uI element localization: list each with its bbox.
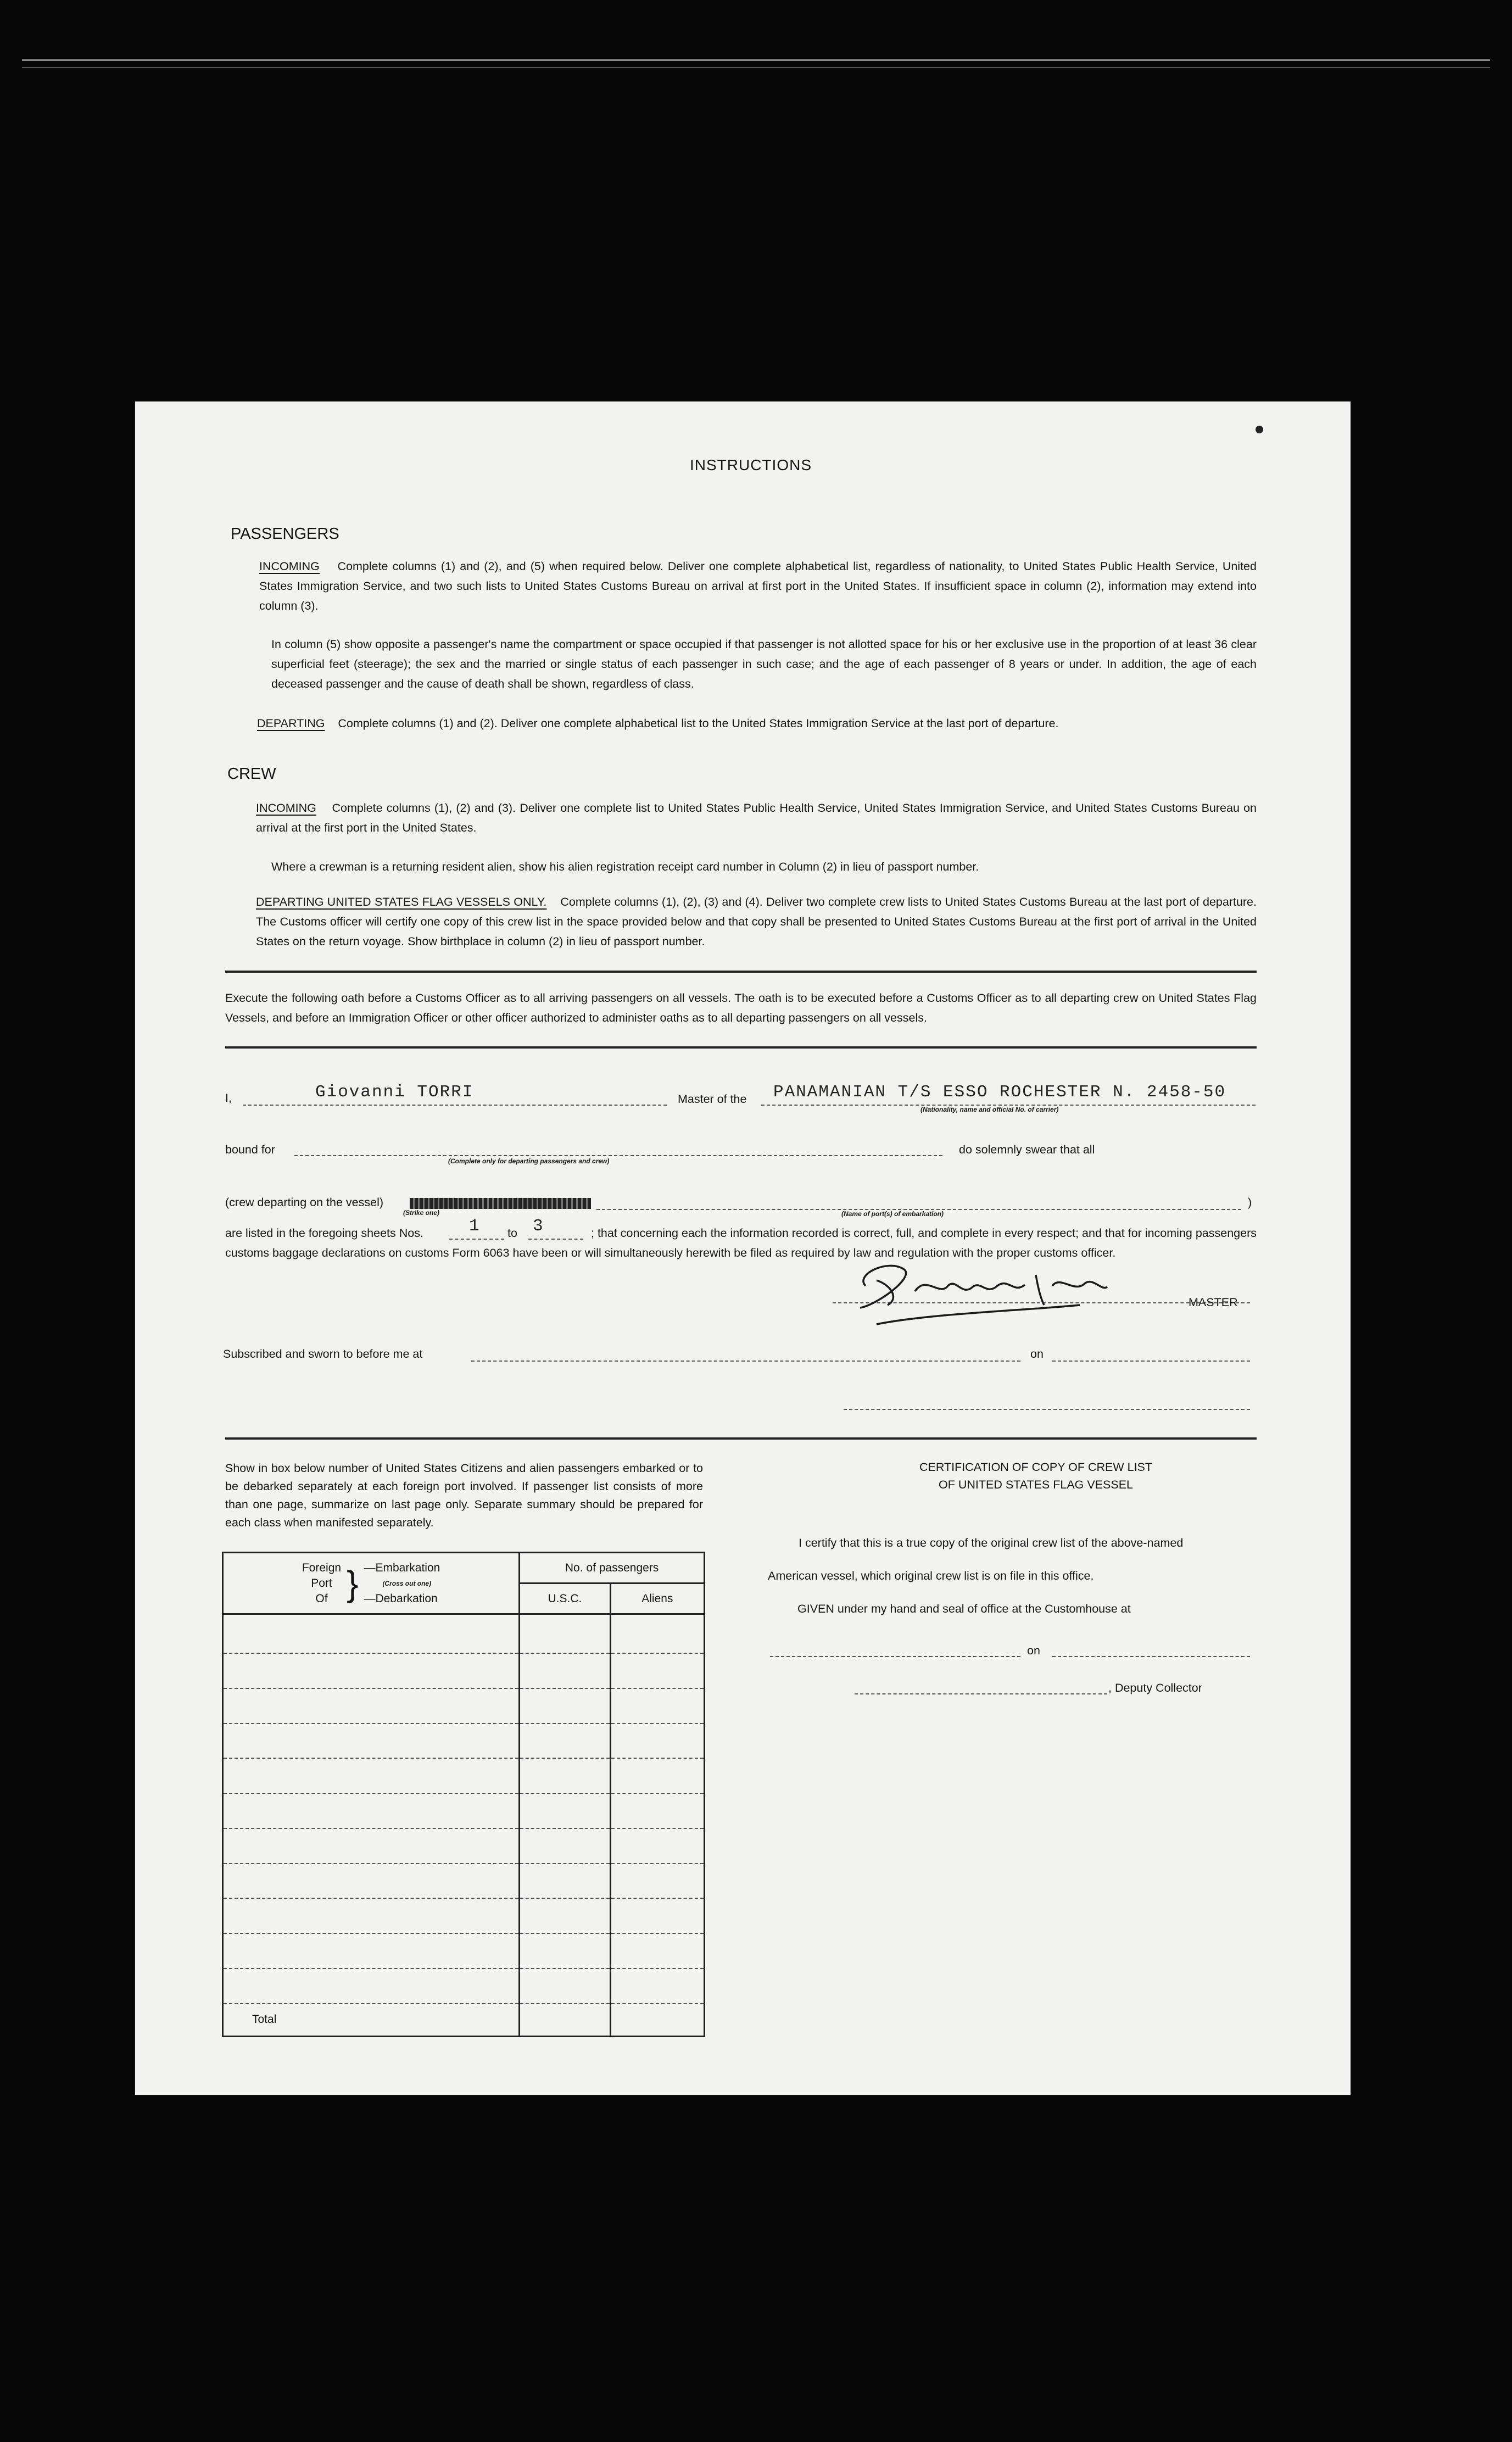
closing-paren: ) [1248,1196,1252,1209]
crew-incoming-text: Complete columns (1), (2) and (3). Deliver one complete list to United States Public Health Service, United States Immigration Service, and United States Customs Bureau on arrival at the first port in the United States. [256,801,1257,834]
of-label: Of [315,1592,328,1605]
divider-1 [225,971,1257,973]
foreign-label: Foreign [302,1561,342,1574]
deputy-signature-line [855,1693,1107,1694]
table-row-port [223,1864,520,1899]
passengers-heading: PASSENGERS [231,525,339,543]
table-row-aliens [610,1828,704,1864]
certification-title-line1: CERTIFICATION OF COPY OF CREW LIST [919,1460,1153,1474]
table-row-port [223,1933,520,1969]
table-row-port [223,1724,520,1759]
certification-title-line2: OF UNITED STATES FLAG VESSEL [938,1478,1134,1491]
debarkation-option: —Debarkation [364,1592,438,1605]
listed-label: are listed in the foregoing sheets Nos. [225,1226,423,1240]
table-row-port [223,1793,520,1828]
crew-incoming-paragraph [256,798,1257,838]
table-row-usc [520,1758,610,1793]
table-row-port [223,1969,520,2004]
certification-on-label: on [1027,1644,1040,1657]
master-name-line [243,1105,667,1106]
table-row-port [223,1898,520,1933]
swear-text: do solemnly swear that all [959,1143,1095,1156]
total-aliens [610,2004,704,2037]
strike-caption: (Strike one) [403,1209,440,1217]
table-row-usc [520,1724,610,1759]
bound-for-caption: (Complete only for departing passengers and crew) [448,1157,610,1165]
crew-departing-text: Complete columns (1), (2), (3) and (4). Deliver two complete crew lists to United States Customs Bureau at the last port of departure. The Customs officer will certify one copy of this crew list in the space provided below and that copy shall be presented to United States Customs Bureau at the first port of arrival in the United States on the return voyage. Show birthplace in column (2) in lieu of passport number. [256,895,1257,948]
divider-2 [225,1046,1257,1049]
passengers-departing-label: DEPARTING [257,717,325,730]
embarkation-option: —Embarkation [364,1561,440,1574]
port-caption: (Name of port(s) of embarkation) [841,1210,944,1218]
table-row-port [223,1614,520,1654]
crew-heading: CREW [227,765,276,783]
certify-text-1: I certify that this is a true copy of the original crew list of the above-named [799,1536,1184,1549]
vessel-caption: (Nationality, name and official No. of carrier) [920,1106,1059,1113]
passengers-departing-text: Complete columns (1) and (2). Deliver one complete alphabetical list to the United States Immigration Service at the last port of departure. [338,717,1059,730]
deputy-collector-label: , Deputy Collector [1108,1681,1202,1694]
aliens-header: Aliens [610,1584,704,1614]
vessel-value: PANAMANIAN T/S ESSO ROCHESTER N. 2458-50 [773,1083,1226,1102]
port-label: Port [311,1576,332,1590]
table-row-aliens [610,1933,704,1969]
table-row-port [223,1828,520,1864]
listed-text-content: ; that concerning each the information recorded is correct, full, and complete in every respect; and that for incoming passengers customs baggage declarations on customs Form 6063 have been or will simultaneously herewith be filed as required by law and regulation with the proper customs officer. [225,1226,1257,1259]
passengers-departing-paragraph [257,713,1257,733]
scan-top-border-2 [22,67,1490,68]
sheet-from-value: 1 [469,1217,481,1236]
table-row-usc [520,1614,610,1654]
table-row-aliens [610,1688,704,1724]
corner-ink-mark [1256,426,1263,433]
form-sheet [135,402,1351,2095]
table-row-usc [520,1969,610,2004]
table-row-usc [520,1864,610,1899]
table-row-aliens [610,1724,704,1759]
customhouse-line [770,1656,1020,1657]
crew-departing-label: DEPARTING UNITED STATES FLAG VESSELS ONLY. [256,895,547,908]
total-usc [520,2004,610,2037]
certification-title [816,1458,1256,1493]
master-signature [844,1253,1151,1335]
divider-3 [225,1437,1257,1440]
crew-resident-paragraph: Where a crewman is a returning resident alien, show his alien registration receipt card number in Column (2) in lieu of passport number. [271,860,979,873]
table-row-usc [520,1898,610,1933]
table-row-usc [520,1688,610,1724]
passengers-incoming-label: INCOMING [259,560,320,573]
table-row-usc [520,1793,610,1828]
given-text: GIVEN under my hand and seal of office at the Customhouse at [797,1602,1131,1615]
crew-departing-label: (crew departing on the vessel) [225,1196,384,1209]
instructions-title: INSTRUCTIONS [690,456,812,473]
subscribed-place-line [471,1361,1020,1362]
bound-for-label: bound for [225,1143,275,1156]
scan-top-border [22,59,1490,61]
table-row-aliens [610,1653,704,1688]
cross-out-caption: (Cross out one) [382,1579,432,1587]
brace: } [347,1563,359,1603]
table-row-usc [520,1933,610,1969]
passengers-column5-paragraph: In column (5) show opposite a passenger's name the compartment or space occupied if that passenger is not allotted space for his or her exclusive use in the proportion of at least 36 clear superficial feet (steerage); the sex and the married or single status of each passenger in such case; and the age of each passenger of 8 years or under. In addition, the age of each deceased passenger and the cause of death shall be shown, regardless of class. [271,638,1257,690]
foreign-port-header [223,1553,520,1614]
table-row-aliens [610,1864,704,1899]
passenger-summary-table [222,1552,705,2037]
table-row-aliens [610,1793,704,1828]
table-row-aliens [610,1614,704,1654]
master-label: MASTER [1189,1296,1238,1309]
subscribed-date-line [1052,1361,1250,1362]
certification-date-line [1052,1656,1250,1657]
table-row-port [223,1758,520,1793]
crew-departing-paragraph [256,892,1257,951]
master-of-label: Master of the [678,1092,747,1106]
passengers-incoming-text: Complete columns (1) and (2), and (5) when required below. Deliver one complete alphabetical list, regardless of nationality, to United States Public Health Service, United States Immigration Service, and two such lists to United States Customs Bureau on arrival at first port in the United States. If insufficient space in column (2), information may extend into column (3). [259,560,1257,612]
total-label: Total [223,2004,520,2037]
sheet-to-value: 3 [533,1217,544,1236]
certify-text-2: American vessel, which original crew list is on file in this office. [768,1569,1094,1582]
oath-i-label: I, [225,1091,232,1105]
usc-header: U.S.C. [520,1584,610,1614]
crew-incoming-label: INCOMING [256,801,316,815]
officer-signature-line [844,1409,1250,1410]
table-row-aliens [610,1898,704,1933]
to-label: to [507,1226,517,1240]
table-row-port [223,1653,520,1688]
summary-instructions: Show in box below number of United States Citizens and alien passengers embarked or to be debarked separately at each foreign port involved. If passenger list consists of more than one page, summarize on last page only. Separate summary should be prepared for each class when manifested separately. [225,1462,703,1529]
no-of-passengers-header: No. of passengers [520,1553,705,1584]
subscribed-label: Subscribed and sworn to before me at [223,1347,423,1361]
subscribed-on-label: on [1030,1347,1044,1361]
table-row-aliens [610,1758,704,1793]
table-row-port [223,1688,520,1724]
table-row-usc [520,1828,610,1864]
master-name-value: Giovanni TORRI [315,1083,474,1102]
oath-instruction: Execute the following oath before a Customs Officer as to all arriving passengers on all vessels. The oath is to be executed before a Customs Officer as to all departing crew on United States Flag Vessels, and before an Immigration Officer or other officer authorized to administer oaths as to all departing passengers on all vessels. [225,991,1257,1024]
bound-for-line [294,1155,942,1156]
struck-out-text [410,1198,591,1209]
table-row-usc [520,1653,610,1688]
passengers-incoming-paragraph [259,556,1257,616]
table-row-aliens [610,1969,704,2004]
